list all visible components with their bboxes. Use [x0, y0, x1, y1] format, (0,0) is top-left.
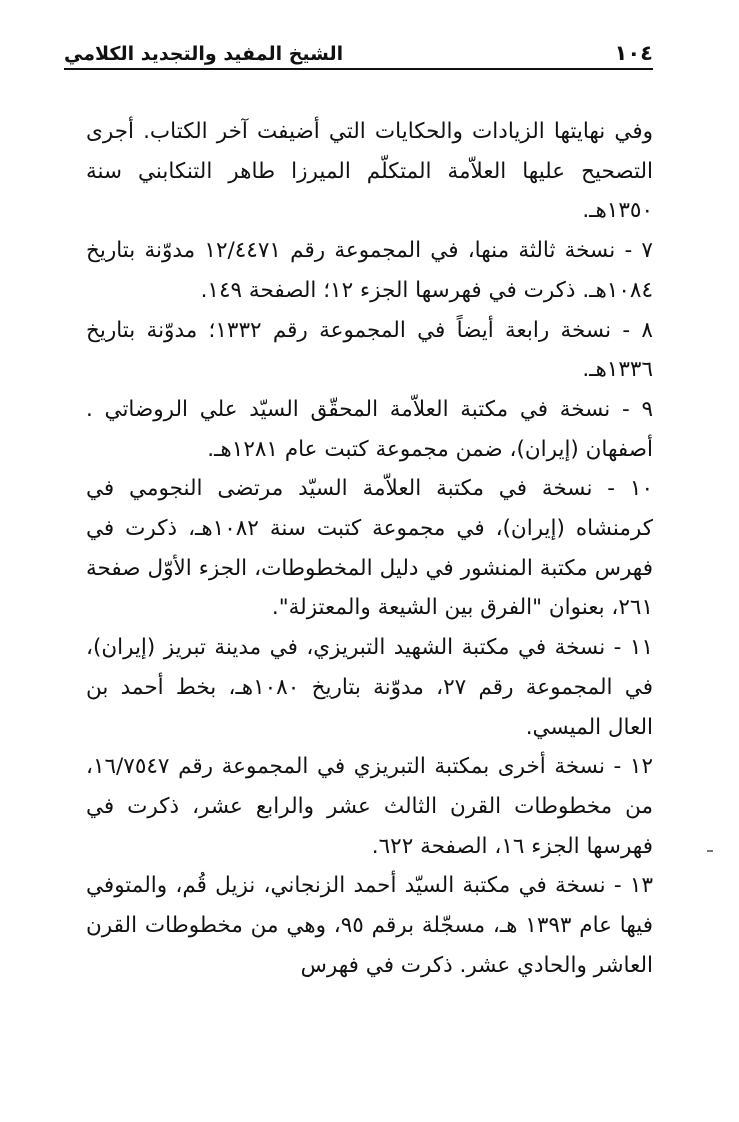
paragraph-item-10: ١٠ - نسخة في مكتبة العلاّمة السيّد مرتضى النجومي في كرمنشاه (إيران)، في مجموعة كتبت سنة ١٠٨٢هـ، ذكرت في فهرس مكتبة المنشور في دليل المخطوطات، الجزء الأوّل صفحة ٢٦١، بعنوان "الفرق بين الشيعة والمعتزلة".: [86, 476, 653, 621]
paragraph-item-9: ٩ - نسخة في مكتبة العلاّمة المحقّق السيّد علي الروضاتي . أصفهان (إيران)، ضمن مجموعة كتبت عام ١٢٨١هـ.: [86, 396, 653, 462]
paragraph-item-13: ١٣ - نسخة في مكتبة السيّد أحمد الزنجاني، نزيل قُم، والمتوفي فيها عام ١٣٩٣ هـ، مسجّلة برقم ٩٥، وهي من مخطوطات القرن العاشر والحادي عشر. ذكرت في فهرس: [86, 873, 653, 978]
scan-mark: [707, 850, 713, 852]
running-title: الشيخ المفيد والتجديد الكلامي: [64, 43, 344, 65]
paragraph-item-7: ٧ - نسخة ثالثة منها، في المجموعة رقم ١٢/٤٤٧١ مدوّنة بتاريخ ١٠٨٤هـ. ذكرت في فهرسها الجزء ١٢؛ الصفحة ١٤٩.: [86, 238, 653, 303]
paragraph-intro: وفي نهايتها الزيادات والحكايات التي أضيفت آخر الكتاب. أجرى التصحيح عليها العلاّمة المتكلّم الميرزا طاهر التنكابني سنة ١٣٥٠هـ.: [86, 119, 653, 224]
body-text: [86, 112, 653, 985]
paragraph-item-8: ٨ - نسخة رابعة أيضاً في المجموعة رقم ١٣٣٢؛ مدوّنة بتاريخ ١٣٣٦هـ.: [86, 317, 653, 383]
paragraph-item-12: ١٢ - نسخة أخرى بمكتبة التبريزي في المجموعة رقم ١٦/٧٥٤٧، من مخطوطات القرن الثالث عشر والرابع عشر، ذكرت في فهرسها الجزء ١٦، الصفحة ٦٢٢.: [86, 754, 653, 859]
page-number: ١٠٤: [614, 41, 653, 65]
page-header: [64, 36, 653, 70]
paragraph-item-11: ١١ - نسخة في مكتبة الشهيد التبريزي، في مدينة تبريز (إيران)، في المجموعة رقم ٢٧، مدوّنة بتاريخ ١٠٨٠هـ، بخط أحمد بن العال الميسي.: [86, 635, 653, 740]
